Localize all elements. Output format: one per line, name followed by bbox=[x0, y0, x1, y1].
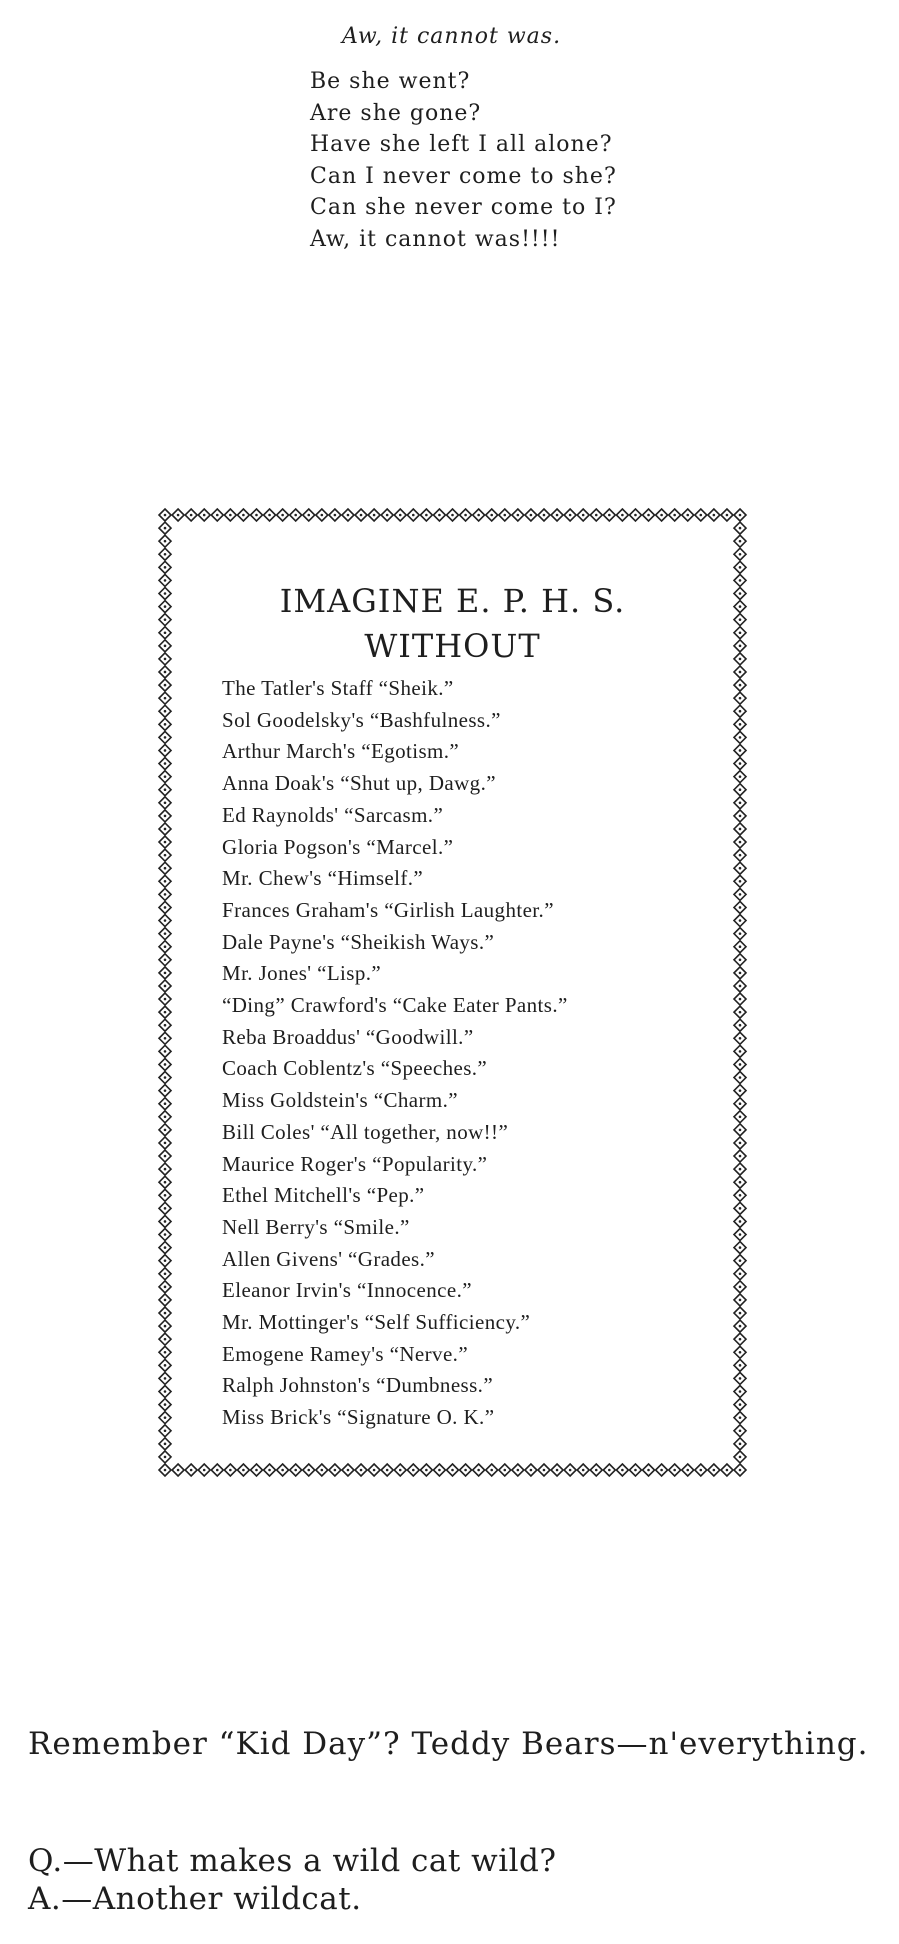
poem-line: Be she went? bbox=[310, 69, 471, 94]
list-item: Frances Graham's “Girlish Laughter.” bbox=[222, 897, 554, 922]
box-title-line: IMAGINE E. P. H. S. bbox=[279, 582, 626, 620]
list-item: Emogene Ramey's “Nerve.” bbox=[222, 1341, 469, 1366]
imagine-list bbox=[222, 673, 568, 1434]
list-item: Maurice Roger's “Popularity.” bbox=[222, 1151, 488, 1176]
list-item: Arthur March's “Egotism.” bbox=[222, 739, 460, 764]
list-item: Ralph Johnston's “Dumbness.” bbox=[222, 1373, 494, 1398]
list-item: Reba Broaddus' “Goodwill.” bbox=[222, 1024, 474, 1049]
list-item: Coach Coblentz's “Speeches.” bbox=[222, 1056, 488, 1081]
list-item: Eleanor Irvin's “Innocence.” bbox=[222, 1278, 472, 1303]
riddle-question: Q.—What makes a wild cat wild? bbox=[28, 1843, 557, 1879]
list-item: Nell Berry's “Smile.” bbox=[222, 1214, 410, 1239]
list-item: Mr. Chew's “Himself.” bbox=[222, 866, 424, 891]
list-item: Ed Raynolds' “Sarcasm.” bbox=[222, 802, 444, 827]
poem-line: Aw, it cannot was!!!! bbox=[310, 226, 561, 252]
list-item: Sol Goodelsky's “Bashfulness.” bbox=[222, 707, 501, 732]
imagine-box bbox=[157, 507, 748, 1478]
list-item: Dale Payne's “Sheikish Ways.” bbox=[222, 929, 495, 954]
list-item: Ethel Mitchell's “Pep.” bbox=[222, 1183, 425, 1208]
list-item: Mr. Jones' “Lisp.” bbox=[222, 961, 382, 986]
poem-line: Can she never come to I? bbox=[310, 195, 617, 220]
riddle-answer: A.—Another wildcat. bbox=[28, 1881, 362, 1917]
poem-line: Are she gone? bbox=[310, 100, 482, 126]
list-item: The Tatler's Staff “Sheik.” bbox=[222, 676, 454, 700]
box-title-line: WITHOUT bbox=[364, 627, 541, 665]
list-item: “Ding” Crawford's “Cake Eater Pants.” bbox=[222, 993, 568, 1018]
list-item: Mr. Mottinger's “Self Sufficiency.” bbox=[222, 1310, 531, 1335]
list-item: Allen Givens' “Grades.” bbox=[222, 1246, 435, 1271]
list-item: Miss Goldstein's “Charm.” bbox=[222, 1088, 459, 1113]
riddle bbox=[28, 1842, 557, 1918]
poem-line: Have she left I all alone? bbox=[310, 132, 613, 157]
list-item: Miss Brick's “Signature O. K.” bbox=[222, 1405, 495, 1430]
list-item: Gloria Pogson's “Marcel.” bbox=[222, 834, 454, 859]
list-item: Anna Doak's “Shut up, Dawg.” bbox=[222, 771, 496, 796]
box-title bbox=[157, 579, 748, 669]
list-item: Bill Coles' “All together, now!!” bbox=[222, 1119, 509, 1144]
remember-line: Remember “Kid Day”? Teddy Bears—n'everything. bbox=[28, 1726, 869, 1762]
poem-title: Aw, it cannot was. bbox=[342, 24, 562, 49]
poem bbox=[310, 66, 617, 255]
poem-line: Can I never come to she? bbox=[310, 163, 617, 189]
